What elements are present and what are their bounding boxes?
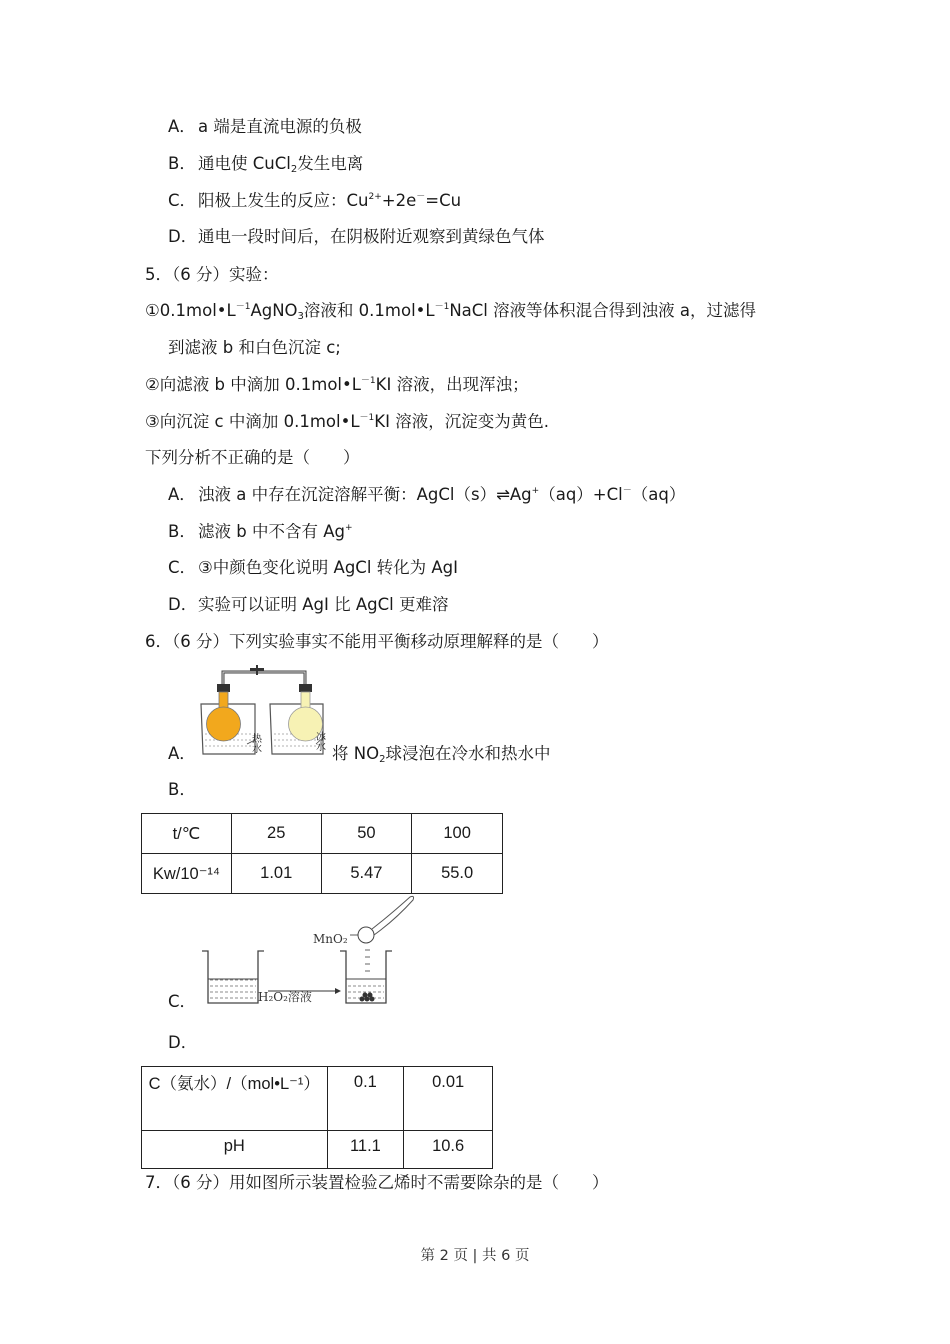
subscript: 2 bbox=[290, 164, 298, 175]
superscript: + bbox=[531, 486, 540, 496]
text: 溶液和 0.1mol•L bbox=[303, 301, 435, 320]
q5-option-c bbox=[168, 557, 458, 579]
q4-option-a bbox=[168, 116, 362, 138]
table-cell: t/℃ bbox=[142, 814, 232, 854]
table-row bbox=[142, 1067, 493, 1131]
table-cell: 5.47 bbox=[321, 854, 412, 894]
table-cell: pH bbox=[142, 1131, 328, 1169]
table-cell: 1.01 bbox=[231, 854, 321, 894]
q6-option-a-text bbox=[332, 743, 550, 765]
option-text: ③中颜色变化说明 AgCl 转化为 AgI bbox=[198, 558, 459, 577]
option-label: D． bbox=[168, 595, 198, 614]
table-row bbox=[142, 854, 503, 894]
q6-option-d-label: D． bbox=[168, 1033, 198, 1052]
ammonia-ph-table bbox=[141, 1066, 493, 1169]
superscript: + bbox=[344, 523, 353, 533]
text: 冰 bbox=[316, 732, 326, 743]
table-cell: 10.6 bbox=[404, 1131, 493, 1169]
text: KI 溶液，出现浑浊； bbox=[375, 375, 529, 394]
text: ②向滤液 b 中滴加 0.1mol•L bbox=[145, 375, 361, 394]
ice-water-label bbox=[316, 733, 326, 753]
superscript: 2+ bbox=[368, 192, 382, 202]
option-label: A． bbox=[168, 485, 196, 504]
table-cell: 11.1 bbox=[327, 1131, 404, 1169]
q4-option-c bbox=[168, 190, 461, 212]
q5-header: 5．（6 分）实验： bbox=[145, 265, 279, 284]
text: ①0.1mol•L bbox=[145, 301, 236, 320]
text: NaCl 溶液等体积混合得到浊液 a，过滤得 bbox=[449, 301, 756, 320]
q5-option-a bbox=[168, 484, 685, 506]
option-text: （aq） bbox=[631, 485, 686, 504]
no2-flasks-figure bbox=[195, 662, 335, 757]
option-text: 通电一段时间后，在阴极附近观察到黄绿色气体 bbox=[198, 227, 545, 246]
option-text: 通电使 CuCl bbox=[198, 154, 291, 173]
option-label: B． bbox=[168, 522, 196, 541]
text: 将 NO bbox=[332, 744, 380, 763]
table-cell: 50 bbox=[321, 814, 412, 854]
table-cell: 55.0 bbox=[412, 854, 503, 894]
text: 热 bbox=[252, 734, 262, 745]
table-cell: Kw/10⁻¹⁴ bbox=[142, 854, 232, 894]
q6-option-c-label: C． bbox=[168, 992, 197, 1011]
superscript: －1 bbox=[359, 413, 375, 423]
table-row bbox=[142, 814, 503, 854]
option-text: 阳极上发生的反应：Cu bbox=[198, 191, 369, 210]
q5-option-d bbox=[168, 594, 448, 616]
q4-option-b bbox=[168, 153, 363, 175]
q5-step-3 bbox=[145, 411, 549, 433]
option-label: C． bbox=[168, 558, 197, 577]
q5-question: 下列分析不正确的是（ ） bbox=[145, 448, 360, 467]
table-cell: 0.01 bbox=[404, 1067, 493, 1131]
subscript: 3 bbox=[297, 311, 304, 322]
option-text: 滤液 b 中不含有 Ag bbox=[198, 522, 345, 541]
hot-flask bbox=[207, 707, 241, 741]
table-cell: 25 bbox=[231, 814, 321, 854]
table-row bbox=[142, 1131, 493, 1169]
q6-option-b-label: B． bbox=[168, 780, 196, 799]
option-label: B． bbox=[168, 154, 196, 173]
option-text: a 端是直流电源的负极 bbox=[198, 117, 362, 136]
q6-header: 6．（6 分）下列实验事实不能用平衡移动原理解释的是（ ） bbox=[145, 632, 609, 651]
option-text: =Cu bbox=[425, 191, 462, 210]
option-label: C． bbox=[168, 191, 197, 210]
table-cell: 100 bbox=[412, 814, 503, 854]
q5-step-1 bbox=[145, 300, 756, 322]
h2o2-label: H₂O₂溶液 bbox=[258, 990, 312, 1004]
mno2-label: MnO₂ bbox=[313, 932, 348, 946]
text: 球浸泡在冷水和热水中 bbox=[385, 744, 551, 763]
text: KI 溶液，沉淀变为黄色. bbox=[374, 412, 549, 431]
q5-step-2 bbox=[145, 374, 529, 396]
text: 水 bbox=[316, 742, 326, 753]
table-cell: C（氨水）/（mol•L⁻¹） bbox=[142, 1067, 328, 1131]
option-text: 浊液 a 中存在沉淀溶解平衡：AgCl（s）⇌Ag bbox=[198, 485, 532, 504]
q4-option-d bbox=[168, 226, 545, 248]
q6-option-a-label: A． bbox=[168, 744, 196, 763]
option-text: 发生电离 bbox=[297, 154, 364, 173]
option-text: +2e bbox=[381, 191, 417, 210]
table-cell: 0.1 bbox=[327, 1067, 404, 1131]
q5-option-b bbox=[168, 521, 353, 543]
q5-step-1-continued: 到滤液 b 和白色沉淀 c; bbox=[168, 338, 341, 357]
superscript: － bbox=[416, 192, 426, 202]
kw-table bbox=[141, 813, 503, 894]
superscript: －1 bbox=[360, 376, 376, 386]
superscript: －1 bbox=[434, 302, 450, 312]
option-text: 实验可以证明 AgI 比 AgCl 更难溶 bbox=[198, 595, 449, 614]
text: AgNO bbox=[250, 301, 298, 320]
option-text: （aq）+Cl bbox=[539, 485, 623, 504]
q7-header: 7．（6 分）用如图所示装置检验乙烯时不需要除杂的是（ ） bbox=[145, 1173, 609, 1192]
subscript: 2 bbox=[379, 754, 386, 765]
hot-water-label bbox=[252, 735, 262, 755]
page-footer: 第 2 页 | 共 6 页 bbox=[420, 1248, 530, 1264]
option-label: D． bbox=[168, 227, 198, 246]
text: 水 bbox=[252, 744, 262, 755]
text: ③向沉淀 c 中滴加 0.1mol•L bbox=[145, 412, 360, 431]
superscript: － bbox=[622, 486, 632, 496]
superscript: －1 bbox=[235, 302, 251, 312]
option-label: A． bbox=[168, 117, 196, 136]
